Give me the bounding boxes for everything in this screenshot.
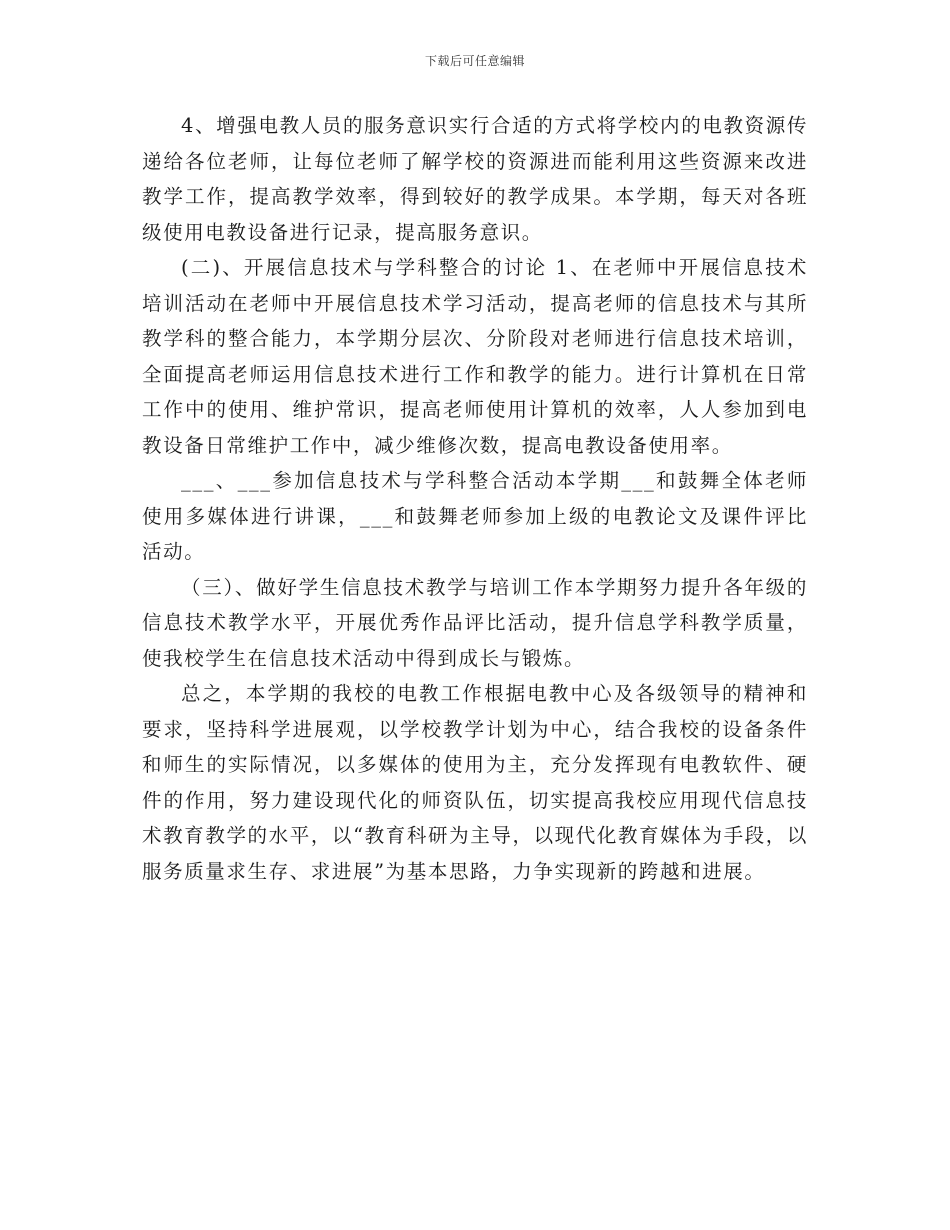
document-body <box>142 108 808 889</box>
paragraph-student-it-teaching: （三）、做好学生信息技术教学与培训工作本学期努力提升各年级的信息技术教学水平，开展优秀作品评比活动，提升信息学科教学质量，使我校学生在信息技术活动中得到成长与锻炼。 <box>142 575 808 670</box>
paragraph-it-integration: (二)、开展信息技术与学科整合的讨论 1、在老师中开展信息技术培训活动在老师中开展信息技术学习活动，提高老师的信息技术与其所教学科的整合能力，本学期分层次、分阶段对老师进行信息技术培训，全面提高老师运用信息技术进行工作和教学的能力。进行计算机在日常工作中的使用、维护常识，提高老师使用计算机的效率，人人参加到电教设备日常维护工作中，减少维修次数，提高电教设备使用率。 <box>142 256 808 457</box>
paragraph-service-awareness: 4、增强电教人员的服务意识实行合适的方式将学校内的电教资源传递给各位老师，让每位老师了解学校的资源进而能利用这些资源来改进教学工作，提高教学效率，得到较好的教学成果。本学期，每天对各班级使用电教设备进行记录，提高服务意识。 <box>142 114 808 244</box>
page-header: 下载后可任意编辑 <box>424 54 525 68</box>
paragraph-integration-activities: ___、___参加信息技术与学科整合活动本学期___和鼓舞全体老师使用多媒体进行讲课，___和鼓舞老师参加上级的电教论文及课件评比活动。 <box>142 469 808 563</box>
paragraph-summary: 总之，本学期的我校的电教工作根据电教中心及各级领导的精神和要求，坚持科学进展观，以学校教学计划为中心，结合我校的设备条件和师生的实际情况，以多媒体的使用为主，充分发挥现有电教软件、硬件的作用，努力建设现代化的师资队伍，切实提高我校应用现代信息技术教育教学的水平，以“教育科研为主导，以现代化教育媒体为手段，以服务质量求生存、求进展”为基本思路，力争实现新的跨越和进展。 <box>142 682 808 883</box>
